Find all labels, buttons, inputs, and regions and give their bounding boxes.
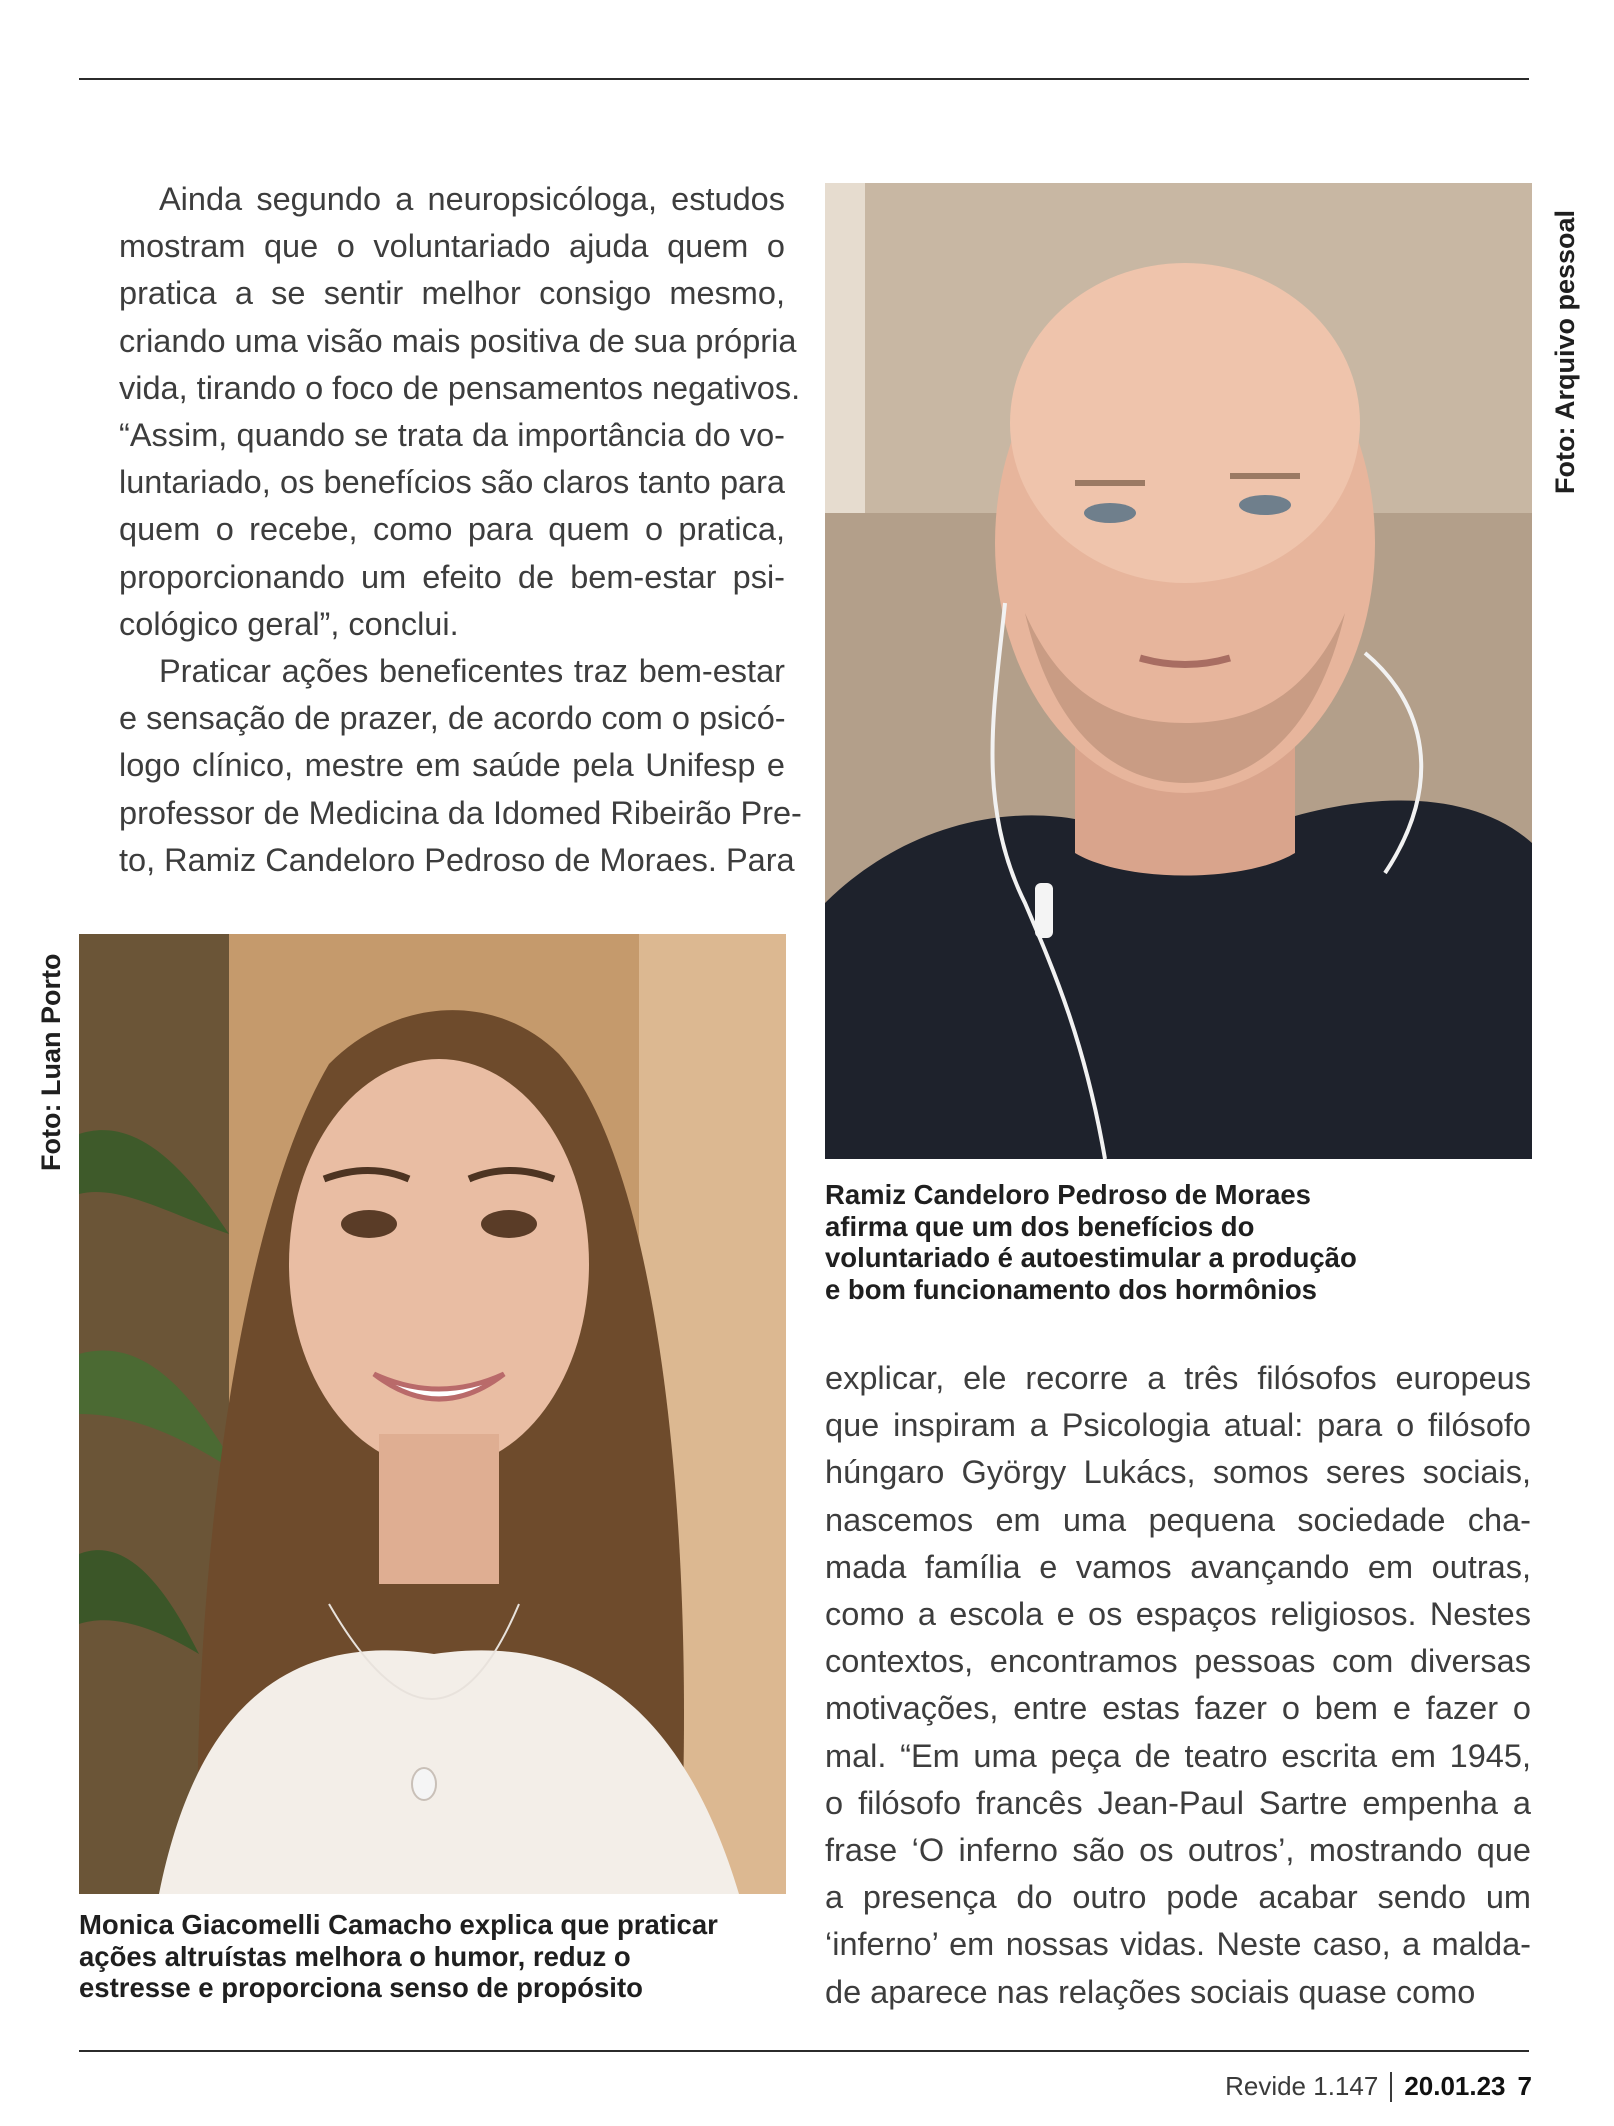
text-line: “Assim, quando se trata da importância do vo- — [119, 417, 785, 454]
ramiz-photo — [825, 183, 1532, 1159]
text-line: motivações, entre estas fazer o bem e fazer o — [825, 1690, 1531, 1727]
text-line: frase ‘O inferno são os outros’, mostrando que — [825, 1832, 1531, 1869]
text-line: mada família e vamos avançando em outras, — [825, 1548, 1531, 1585]
text-line: Praticar ações beneficentes traz bem-estar — [159, 653, 785, 690]
text-line: Ainda segundo a neuropsicóloga, estudos — [159, 181, 785, 217]
footer-separator — [1390, 2072, 1392, 2102]
text-line: explicar, ele recorre a três filósofos europeus — [825, 1360, 1531, 1396]
text-line: o filósofo francês Jean-Paul Sartre empenha a — [825, 1784, 1531, 1821]
text-line: a presença do outro pode acabar sendo um — [825, 1879, 1531, 1916]
text-line: contextos, encontramos pessoas com diversas — [825, 1643, 1531, 1680]
text-line: vida, tirando o foco de pensamentos negativos. — [119, 369, 801, 406]
text-line: criando uma visão mais positiva de sua própria — [119, 322, 797, 359]
caption-line: e bom funcionamento dos hormônios — [825, 1273, 1317, 1305]
text-line: quem o recebe, como para quem o pratica, — [119, 511, 785, 548]
column-2-paragraph — [825, 1355, 1531, 2016]
caption-line: ações altruístas melhora o humor, reduz o — [79, 1940, 631, 1972]
photo-credit-monica: Foto: Luan Porto — [36, 953, 66, 1171]
footer-date: 20.01.23 — [1404, 2071, 1506, 2101]
article-column-1 — [79, 176, 802, 884]
text-line: luntariado, os benefícios são claros tanto para — [119, 464, 785, 501]
text-line: professor de Medicina da Idomed Ribeirão Pre- — [119, 794, 802, 831]
caption-line: afirma que um dos benefícios do — [825, 1210, 1255, 1242]
top-rule — [79, 78, 1529, 80]
text-line: mostram que o voluntariado ajuda quem o — [119, 228, 785, 265]
text-line: ‘inferno’ em nossas vidas. Neste caso, a malda- — [825, 1926, 1531, 1963]
text-line: logo clínico, mestre em saúde pela Unifesp e — [119, 747, 785, 784]
text-line: e sensação de prazer, de acordo com o psicó- — [119, 700, 786, 737]
bottom-rule — [79, 2050, 1529, 2052]
text-line: de aparece nas relações sociais quase como — [825, 1973, 1476, 2010]
text-line: mal. “Em uma peça de teatro escrita em 1945, — [825, 1737, 1531, 1774]
caption-ramiz — [825, 1179, 1532, 1305]
text-line: como a escola e os espaços religiosos. Nestes — [825, 1596, 1531, 1633]
caption-line: voluntariado é autoestimular a produção — [825, 1242, 1357, 1273]
text-line: húngaro György Lukács, somos seres sociais, — [825, 1454, 1531, 1491]
page-footer — [1225, 2071, 1532, 2102]
caption-line: Ramiz Candeloro Pedroso de Moraes — [825, 1179, 1311, 1210]
caption-monica — [79, 1909, 786, 2004]
column-1-paragraph — [79, 648, 802, 884]
page-number: 7 — [1517, 2071, 1532, 2101]
footer-publication: Revide 1.147 — [1225, 2071, 1379, 2101]
monica-photo — [79, 934, 786, 1894]
article-column-2 — [825, 1355, 1531, 2016]
text-line: proporcionando um efeito de bem-estar psi- — [119, 558, 785, 595]
photo-credit-ramiz: Foto: Arquivo pessoal — [1550, 209, 1580, 494]
caption-line: estresse e proporciona senso de propósito — [79, 1972, 643, 2003]
text-line: que inspiram a Psicologia atual: para o filósofo — [825, 1407, 1531, 1444]
text-line: pratica a se sentir melhor consigo mesmo, — [119, 275, 785, 312]
column-1-paragraph — [79, 176, 801, 648]
caption-line: Monica Giacomelli Camacho explica que praticar — [79, 1909, 718, 1940]
text-line: nascemos em uma pequena sociedade cha- — [825, 1501, 1531, 1538]
text-line: to, Ramiz Candeloro Pedroso de Moraes. Para — [119, 841, 795, 878]
text-line: cológico geral”, conclui. — [119, 605, 459, 642]
